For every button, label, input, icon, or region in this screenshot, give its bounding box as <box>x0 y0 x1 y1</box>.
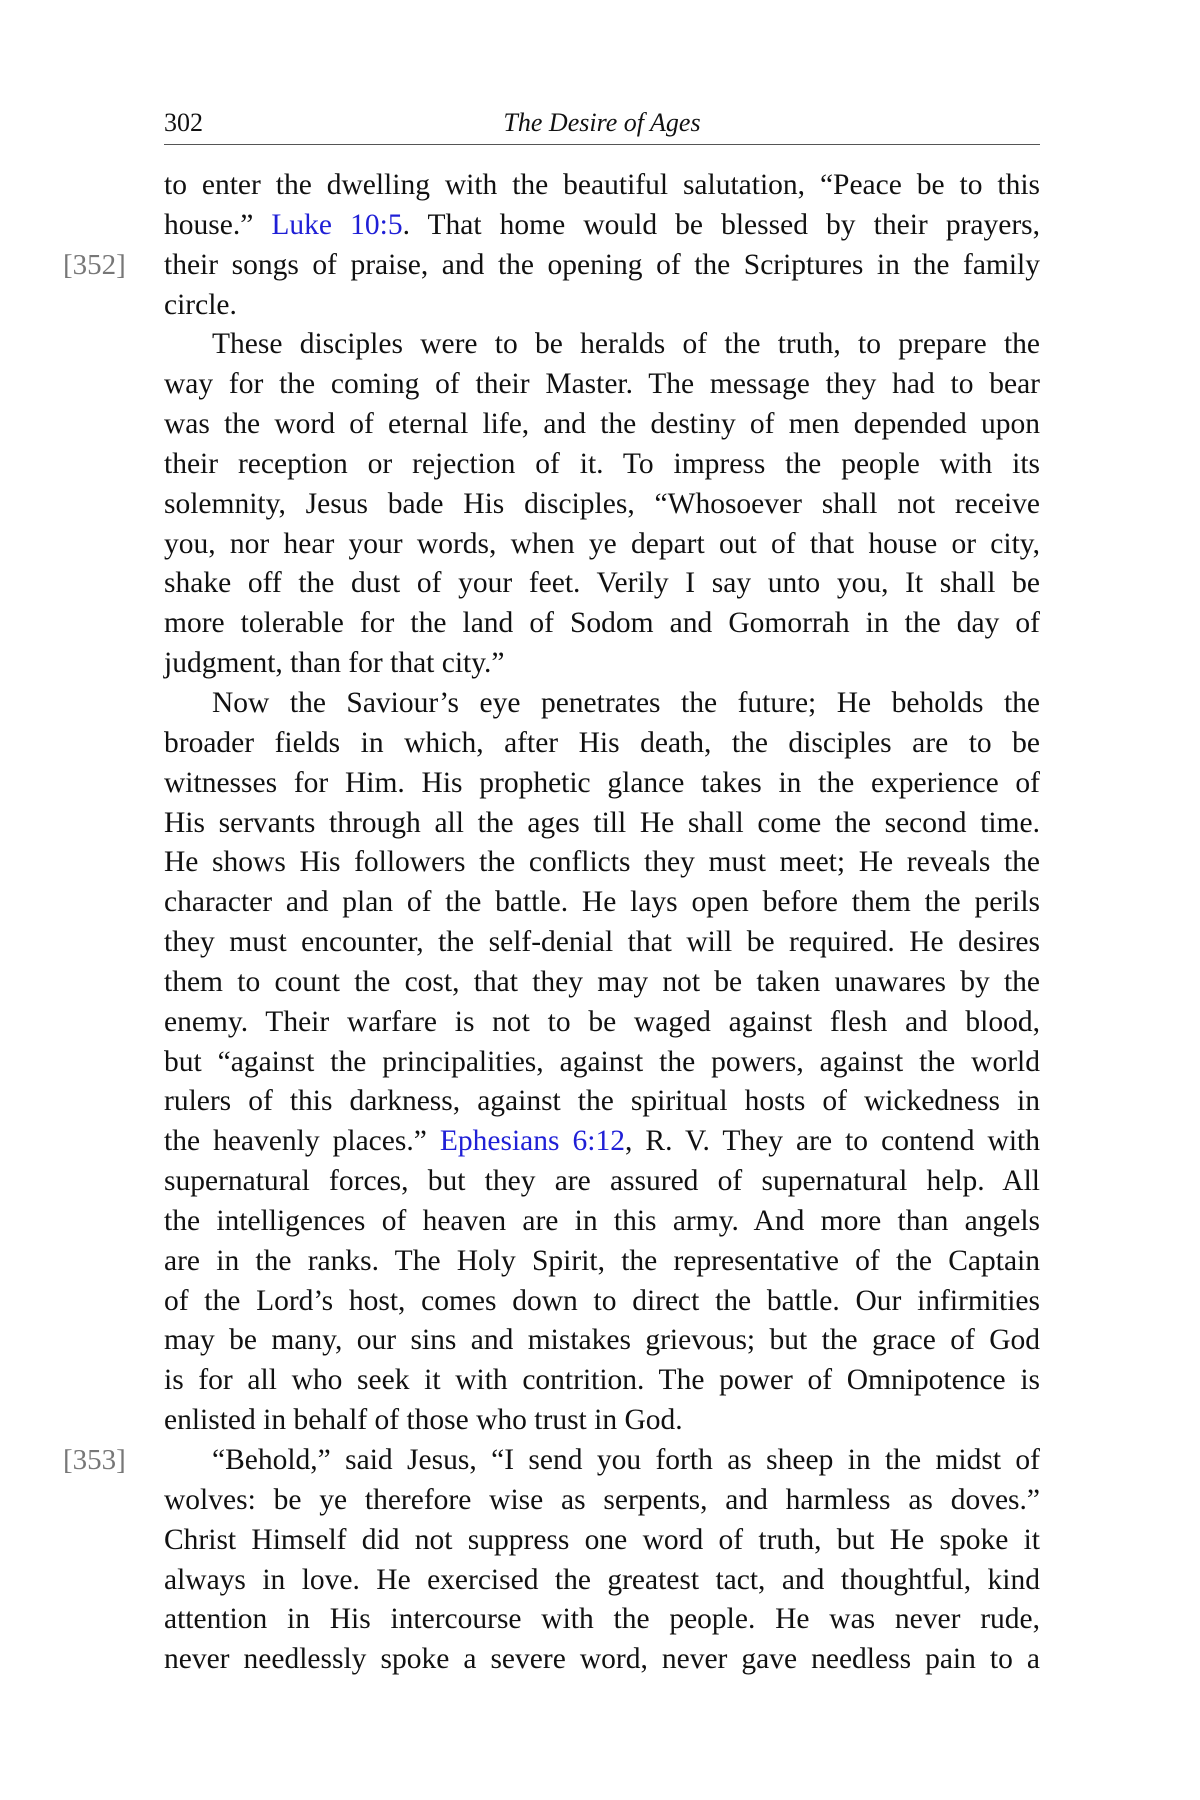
text-line <box>164 843 1040 883</box>
text-segment: enlisted in behalf of those who trust in God. <box>164 1404 683 1437</box>
text-line <box>164 1282 1040 1322</box>
text-line <box>164 485 1040 525</box>
text-line <box>164 325 1040 365</box>
text-line <box>164 286 1040 326</box>
text-segment: enemy. Their warfare is not to be waged against flesh and blood, <box>164 1005 1040 1038</box>
text-line <box>164 1561 1040 1601</box>
text-segment: Now the Saviour’s eye penetrates the future; He beholds the <box>212 686 1040 719</box>
text-segment: These disciples were to be heralds of the truth, to prepare the <box>212 328 1040 361</box>
text-segment: was the word of eternal life, and the destiny of men depended upon <box>164 408 1040 441</box>
scripture-reference-link[interactable]: Ephesians 6:12 <box>439 1125 625 1158</box>
text-line <box>164 1043 1040 1083</box>
text-segment: witnesses for Him. His prophetic glance takes in the experience of <box>164 766 1040 799</box>
text-segment: may be many, our sins and mistakes grievous; but the grace of God <box>164 1324 1040 1357</box>
text-line <box>164 963 1040 1003</box>
text-line <box>164 804 1040 844</box>
text-segment: you, nor hear your words, when ye depart out of that house or city, <box>164 527 1040 560</box>
text-line <box>164 365 1040 405</box>
header-rule <box>164 144 1040 145</box>
text-line <box>164 1162 1040 1202</box>
text-segment: solemnity, Jesus bade His disciples, “Whosoever shall not receive <box>164 487 1040 520</box>
text-segment: their songs of praise, and the opening of the Scriptures in the family <box>164 248 1040 281</box>
text-line <box>164 883 1040 923</box>
text-line <box>164 1600 1040 1640</box>
paragraph <box>164 325 1040 684</box>
text-line <box>164 644 1040 684</box>
scripture-reference-link[interactable]: Luke 10:5 <box>271 208 403 241</box>
paragraph <box>164 684 1040 1441</box>
text-segment: always in love. He exercised the greatest tact, and thoughtful, kind <box>164 1563 1040 1596</box>
text-segment: character and plan of the battle. He lays open before them the perils <box>164 886 1040 919</box>
text-segment: they must encounter, the self-denial that will be required. He desires <box>164 926 1040 959</box>
text-line <box>164 604 1040 644</box>
text-segment: . That home would be blessed by their prayers, <box>402 208 1041 241</box>
text-line <box>164 206 1040 246</box>
text-line <box>164 1640 1040 1680</box>
text-segment: , R. V. They are to contend with <box>624 1125 1040 1158</box>
text-line <box>164 684 1040 724</box>
text-line <box>164 1202 1040 1242</box>
text-line <box>164 1361 1040 1401</box>
text-line <box>164 525 1040 565</box>
text-segment: more tolerable for the land of Sodom and Gomorrah in the day of <box>164 607 1040 640</box>
text-line <box>63 1441 1040 1481</box>
text-line <box>164 166 1040 206</box>
text-segment: them to count the cost, that they may not be taken unawares by the <box>164 965 1040 998</box>
text-line <box>164 1242 1040 1282</box>
text-line <box>164 1521 1040 1561</box>
text-line <box>164 724 1040 764</box>
text-segment: His servants through all the ages till He shall come the second time. <box>164 806 1040 839</box>
text-segment: are in the ranks. The Holy Spirit, the representative of the Captain <box>164 1244 1040 1277</box>
paragraph <box>63 166 1041 325</box>
text-line <box>164 764 1040 804</box>
text-segment: shake off the dust of your feet. Verily I say unto you, It shall be <box>164 567 1040 600</box>
text-segment: their reception or rejection of it. To impress the people with its <box>164 447 1040 480</box>
book-title: The Desire of Ages <box>503 108 701 137</box>
text-line <box>164 1082 1040 1122</box>
text-segment: never needlessly spoke a severe word, never gave needless pain to a <box>164 1643 1040 1676</box>
text-line <box>164 1003 1040 1043</box>
text-segment: rulers of this darkness, against the spiritual hosts of wickedness in <box>164 1085 1040 1118</box>
text-line <box>164 1401 1040 1441</box>
original-page-marker: [353] <box>63 1444 126 1476</box>
text-segment: supernatural forces, but they are assured of supernatural help. All <box>164 1165 1040 1198</box>
text-segment: but “against the principalities, against the powers, against the world <box>164 1045 1040 1078</box>
page-number: 302 <box>164 108 203 137</box>
text-segment: to enter the dwelling with the beautiful salutation, “Peace be to this <box>164 169 1040 201</box>
text-line <box>63 246 1040 286</box>
text-segment: the heavenly places.” <box>164 1125 440 1158</box>
running-header <box>164 108 1040 142</box>
text-segment: broader fields in which, after His death, the disciples are to be <box>164 726 1040 759</box>
text-segment: is for all who seek it with contrition. The power of Omnipotence is <box>164 1364 1040 1397</box>
paragraph <box>63 1441 1040 1680</box>
text-segment: Christ Himself did not suppress one word of truth, but He spoke it <box>164 1523 1040 1556</box>
text-line <box>164 923 1040 963</box>
text-line <box>164 564 1040 604</box>
text-line <box>164 1122 1040 1162</box>
text-line <box>164 1481 1040 1521</box>
page-body <box>63 166 1041 1680</box>
text-segment: circle. <box>164 288 237 321</box>
text-segment: the intelligences of heaven are in this army. And more than angels <box>164 1204 1040 1237</box>
text-segment: judgment, than for that city.” <box>164 647 505 680</box>
original-page-marker: [352] <box>63 248 126 281</box>
text-segment: of the Lord’s host, comes down to direct the battle. Our infirmities <box>164 1284 1040 1317</box>
text-line <box>164 1321 1040 1361</box>
text-segment: He shows His followers the conflicts they must meet; He reveals the <box>164 846 1040 879</box>
text-segment: attention in His intercourse with the people. He was never rude, <box>164 1603 1040 1636</box>
text-segment: “Behold,” said Jesus, “I send you forth as sheep in the midst of <box>212 1444 1040 1476</box>
text-line <box>164 405 1040 445</box>
text-segment: wolves: be ye therefore wise as serpents, and harmless as doves.” <box>164 1483 1040 1516</box>
text-line <box>164 445 1040 485</box>
text-segment: house.” <box>164 208 272 241</box>
text-segment: way for the coming of their Master. The message they had to bear <box>164 368 1040 401</box>
